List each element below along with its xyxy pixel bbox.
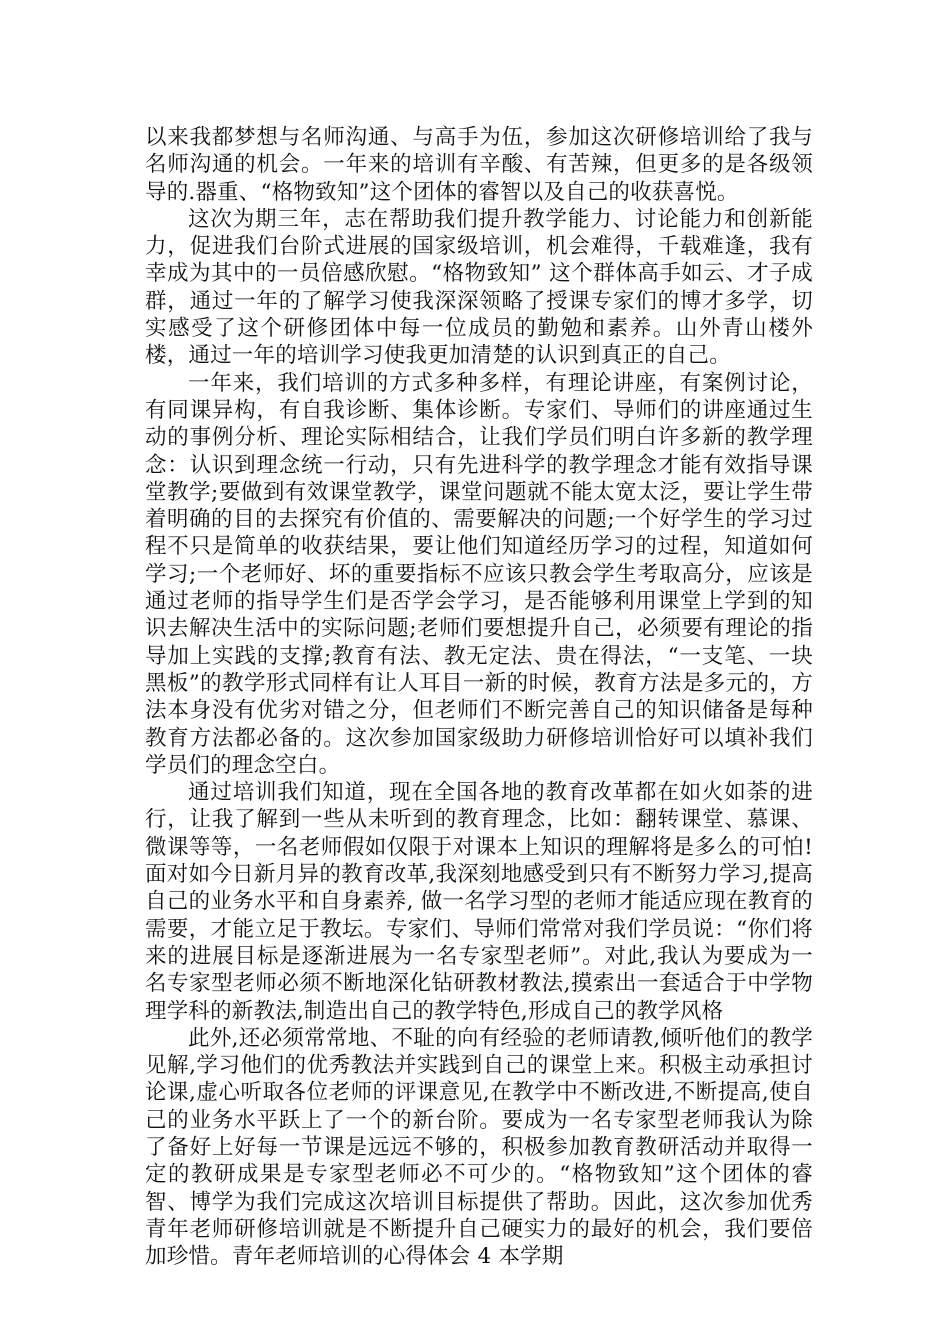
paragraph-1: 以来我都梦想与名师沟通、与高手为伍，参加这次研修培训给了我与名师沟通的机会。一年来的培训有辛酸、有苦辣，但更多的是各级领导的.器重、“格物致知”这个团体的睿智以及自己的收获喜悦。: [145, 125, 813, 205]
paragraph-2: 这次为期三年，志在帮助我们提升教学能力、讨论能力和创新能力，促进我们台阶式进展的国家级培训，机会难得，千载难逢，我有幸成为其中的一员倍感欣慰。“格物致知” 这个群体高手如云、才子成群，通过一年的了解学习使我深深领略了授课专家们的博才多学，切实感受了这个研修团体中每一位成员的勤勉和素养。山外青山楼外楼，通过一年的培训学习使我更加清楚的认识到真正的自己。: [145, 206, 813, 369]
paragraph-5: 此外,还必须常常地、不耻的向有经验的老师请教,倾听他们的教学见解,学习他们的优秀教法并实践到自己的课堂上来。积极主动承担讨论课,虚心听取各位老师的评课意见,在教学中不断改进,不断提高,使自己的业务水平跃上了一个的新台阶。要成为一名专家型老师我认为除了备好上好每一节课是远远不够的，积极参加教育教研活动并取得一定的教研成果是专家型老师必不可少的。“格物致知”这个团体的睿智、博学为我们完成这次培训目标提供了帮助。因此，这次参加优秀青年老师研修培训就是不断提升自己硬实力的最好的机会，我们要倍加珍惜。青年老师培训的心得体会 4 本学期: [145, 1025, 813, 1270]
document-page: [145, 124, 813, 1270]
paragraph-4: 通过培训我们知道，现在全国各地的教育改革都在如火如荼的进行，让我了解到一些从未听到的教育理念，比如：翻转课堂、慕课、微课等等，一名老师假如仅限于对课本上知识的理解将是多么的可怕!面对如今日新月异的教育改革,我深刻地感受到只有不断努力学习,提高自己的业务水平和自身素养, 做一名学习型的老师才能适应现在教育的需要，才能立足于教坛。专家们、导师们常常对我们学员说：“你们将来的进展目标是逐渐进展为一名专家型老师”。对此,我认为要成为一名专家型老师必须不断地深化钻研教材教法,摸索出一套适合于中学物理学科的新教法,制造出自己的教学特色,形成自己的教学风格: [145, 780, 813, 1024]
paragraph-3: 一年来，我们培训的方式多种多样，有理论讲座，有案例讨论，有同课异构，有自我诊断、集体诊断。专家们、导师们的讲座通过生动的事例分析、理论实际相结合，让我们学员们明白许多新的教学理念：认识到理念统一行动，只有先进科学的教学理念才能有效指导课堂教学;要做到有效课堂教学，课堂问题就不能太宽太泛，要让学生带着明确的目的去探究有价值的、需要解决的问题;一个好学生的学习过程不只是简单的收获结果，要让他们知道经历学习的过程，知道如何学习;一个老师好、坏的重要指标不应该只教会学生考取高分，应该是通过老师的指导学生们是否学会学习，是否能够利用课堂上学到的知识去解决生活中的实际问题;老师们要想提升自己，必须要有理论的指导加上实践的支撑;教育有法、教无定法、贵在得法，“一支笔、一块黑板”的教学形式同样有让人耳目一新的时候，教育方法是多元的，方法本身没有优劣对错之分，但老师们不断完善自己的知识储备是每种教育方法都必备的。这次参加国家级助力研修培训恰好可以填补我们学员们的理念空白。: [145, 370, 813, 778]
